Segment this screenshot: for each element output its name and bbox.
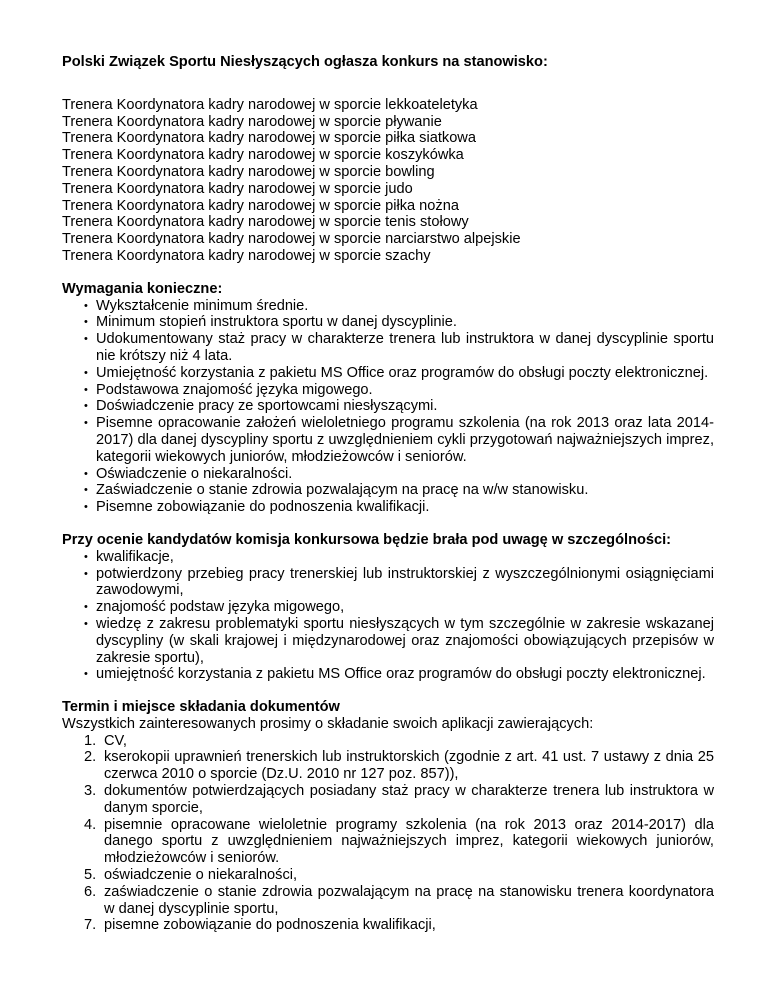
position-line: Trenera Koordynatora kadry narodowej w sporcie szachy — [62, 247, 431, 264]
bullet-icon: • — [84, 383, 88, 396]
bullet-icon: • — [84, 617, 88, 630]
position-line: Trenera Koordynatora kadry narodowej w sporcie koszykówka — [62, 147, 464, 164]
requirements-section — [62, 281, 714, 516]
document — [62, 54, 714, 934]
position-line: Trenera Koordynatora kadry narodowej w sporcie lekkoateletyka — [62, 96, 478, 113]
list-item: 3. dokumentów potwierdzających posiadany staż pracy w charakterze trenera lub instruktora w danym sporcie, — [84, 783, 714, 816]
list-item: • Wykształcenie minimum średnie. — [84, 297, 309, 314]
bullet-icon: • — [84, 601, 88, 614]
bullet-icon: • — [84, 316, 88, 329]
list-item: • umiejętność korzystania z pakietu MS Office oraz programów do obsługi poczty elektronicznej. — [84, 666, 706, 683]
list-item: • Pisemne opracowanie założeń wieloletniego programu szkolenia (na rok 2013 oraz lata 2014-2017) dla danej dyscypliny sportu z uwzględnieniem cykli przygotowań najważniejszych imprez, kategorii wiekowych juniorów, młodzieżowców i seniorów. — [84, 415, 714, 465]
submission-intro: Wszystkich zainteresowanych prosimy o składanie swoich aplikacji zawierających: — [62, 715, 594, 732]
position-line: Trenera Koordynatora kadry narodowej w sporcie judo — [62, 180, 413, 197]
positions-list — [62, 97, 714, 265]
list-item: 6. zaświadczenie o stanie zdrowia pozwalającym na pracę na stanowisku trenera koordynatora w danej dyscyplinie sportu, — [84, 883, 714, 917]
position-line: Trenera Koordynatora kadry narodowej w sporcie piłka siatkowa — [62, 130, 476, 147]
submission-section — [62, 699, 714, 934]
bullet-icon: • — [84, 417, 88, 430]
submission-list — [62, 733, 714, 935]
requirements-list — [62, 298, 714, 516]
position-line: Trenera Koordynatora kadry narodowej w sporcie pływanie — [62, 113, 442, 130]
evaluation-heading: Przy ocenie kandydatów komisja konkursowa będzie brała pod uwagę w szczególności: — [62, 531, 672, 548]
list-item: • Pisemne zobowiązanie do podnoszenia kwalifikacji. — [84, 499, 430, 516]
bullet-icon: • — [84, 484, 88, 497]
list-item: • Oświadczenie o niekaralności. — [84, 465, 293, 482]
list-item: 4. pisemnie opracowane wieloletnie programy szkolenia (na rok 2013 oraz 2014-2017) dla danego sportu z uwzględnieniem najważniejszych imprez, kategorii wiekowych juniorów, młodzieżowców i seniorów. — [84, 816, 714, 867]
list-item: 5. oświadczenie o niekaralności, — [84, 867, 298, 884]
list-item: • Minimum stopień instruktora sportu w danej dyscyplinie. — [84, 314, 457, 331]
list-item: 7. pisemne zobowiązanie do podnoszenia kwalifikacji, — [84, 917, 436, 934]
list-item: • Podstawowa znajomość języka migowego. — [84, 381, 373, 398]
bullet-icon: • — [84, 668, 88, 681]
list-item: • potwierdzony przebieg pracy trenerskiej lub instruktorskiej z wyszczególnionymi osiągnięciami zawodowymi, — [84, 565, 714, 599]
bullet-icon: • — [84, 501, 88, 514]
list-item: • Umiejętność korzystania z pakietu MS Office oraz programów do obsługi poczty elektronicznej. — [84, 364, 709, 381]
list-item: 1. CV, — [84, 732, 127, 749]
evaluation-section — [62, 532, 714, 683]
bullet-icon: • — [84, 567, 88, 580]
submission-heading: Termin i miejsce składania dokumentów — [62, 699, 340, 716]
position-line: Trenera Koordynatora kadry narodowej w sporcie bowling — [62, 163, 435, 180]
requirements-heading: Wymagania konieczne: — [62, 280, 223, 297]
bullet-icon: • — [84, 467, 88, 480]
list-item: • Udokumentowany staż pracy w charakterze trenera lub instruktora w danej dyscyplinie sportu nie krótszy niż 4 lata. — [84, 331, 714, 364]
position-line: Trenera Koordynatora kadry narodowej w sporcie piłka nożna — [62, 197, 459, 214]
bullet-icon: • — [84, 366, 88, 379]
bullet-icon: • — [84, 400, 88, 413]
list-item: • Doświadczenie pracy ze sportowcami niesłyszącymi. — [84, 398, 438, 415]
position-line: Trenera Koordynatora kadry narodowej w sporcie tenis stołowy — [62, 214, 469, 231]
bullet-icon: • — [84, 299, 88, 312]
list-item: • znajomość podstaw języka migowego, — [84, 599, 345, 616]
evaluation-list — [62, 549, 714, 683]
list-item: • wiedzę z zakresu problematyki sportu niesłyszących w tym szczególnie w zakresie wskazanej dyscypliny (w skali krajowej i międzynarodowej oraz znajomości obowiązujących przepisów w zakresie sportu), — [84, 615, 714, 666]
list-item: 2. kserokopii uprawnień trenerskich lub instruktorskich (zgodnie z art. 41 ust. 7 ustawy z dnia 25 czerwca 2010 o sporcie (Dz.U. 2010 nr 127 poz. 857)), — [84, 749, 714, 783]
bullet-icon: • — [84, 333, 88, 346]
bullet-icon: • — [84, 550, 88, 563]
page-title: Polski Związek Sportu Niesłyszących ogłasza konkurs na stanowisko: — [62, 54, 548, 70]
list-item: • kwalifikacje, — [84, 548, 174, 565]
position-line: Trenera Koordynatora kadry narodowej w sporcie narciarstwo alpejskie — [62, 231, 521, 248]
list-item: • Zaświadczenie o stanie zdrowia pozwalającym na pracę na w/w stanowisku. — [84, 482, 589, 499]
